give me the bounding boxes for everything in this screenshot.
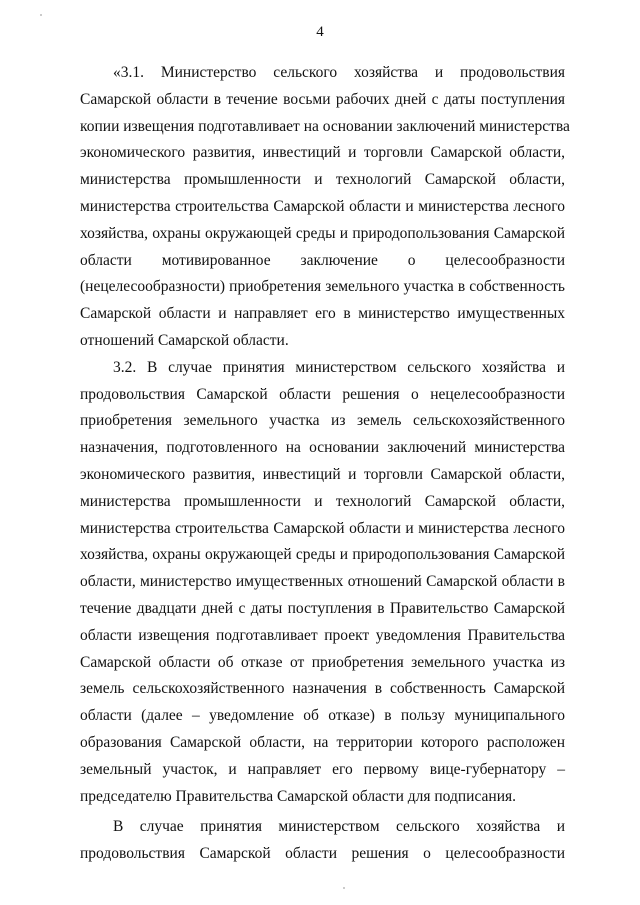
text-line: приобретения земельного участка из земель сельскохозяйственного bbox=[80, 412, 565, 430]
text-line: В случае принятия министерством сельского хозяйства и bbox=[113, 818, 565, 836]
page-number: 4 bbox=[316, 24, 324, 40]
paragraph-3-2 bbox=[80, 355, 565, 811]
text-line: области мотивированное заключение о целесообразности bbox=[80, 251, 565, 269]
text-line: продовольствия Самарской области решения о целесообразности bbox=[80, 845, 565, 863]
text-line: министерства строительства Самарской области и министерства лесного bbox=[80, 197, 565, 215]
paragraph-3-1 bbox=[80, 60, 570, 355]
text-line: Самарской области в течение восьми рабочих дней с даты поступления bbox=[80, 90, 565, 108]
scan-speck bbox=[343, 887, 345, 889]
text-line: отношений Самарской области. bbox=[80, 331, 289, 349]
text-line: копии извещения подготавливает на основании заключений министерства bbox=[80, 117, 570, 135]
text-line: Самарской области и направляет его в министерство имущественных bbox=[80, 305, 565, 323]
text-line: образования Самарской области, на территории которого расположен bbox=[80, 733, 565, 751]
text-line: хозяйства, охраны окружающей среды и природопользования Самарской bbox=[80, 224, 565, 242]
text-line: области извещения подготавливает проект уведомления Правительства bbox=[80, 626, 565, 644]
document-body bbox=[80, 60, 570, 868]
text-line: области (далее – уведомление об отказе) в пользу муниципального bbox=[80, 707, 565, 725]
text-line: 3.2. В случае принятия министерством сельского хозяйства и bbox=[113, 358, 565, 376]
text-line: министерства промышленности и технологий Самарской области, bbox=[80, 492, 565, 510]
text-line: области, министерство имущественных отношений Самарской области в bbox=[80, 573, 565, 591]
text-line: «3.1. Министерство сельского хозяйства и продовольствия bbox=[113, 64, 565, 81]
text-line: председателю Правительства Самарской области для подписания. bbox=[80, 787, 516, 805]
text-line: экономического развития, инвестиций и торговли Самарской области, bbox=[80, 144, 565, 162]
paragraph-3-2-continued bbox=[80, 814, 565, 868]
text-line: хозяйства, охраны окружающей среды и природопользования Самарской bbox=[80, 546, 565, 564]
scan-speck bbox=[40, 14, 42, 16]
text-line: Самарской области об отказе от приобретения земельного участка из bbox=[80, 653, 565, 671]
text-line: министерства промышленности и технологий Самарской области, bbox=[80, 171, 565, 189]
text-line: министерства строительства Самарской области и министерства лесного bbox=[80, 519, 565, 537]
text-line: земельный участок, и направляет его первому вице-губернатору – bbox=[80, 760, 565, 778]
text-line: земель сельскохозяйственного назначения в собственность Самарской bbox=[80, 680, 565, 698]
text-line: продовольствия Самарской области решения о нецелесообразности bbox=[80, 385, 565, 403]
text-line: назначения, подготовленного на основании заключений министерства bbox=[80, 439, 565, 457]
text-line: течение двадцати дней с даты поступления в Правительство Самарской bbox=[80, 599, 565, 617]
text-line: экономического развития, инвестиций и торговли Самарской области, bbox=[80, 465, 565, 483]
text-line: (нецелесообразности) приобретения земельного участка в собственность bbox=[80, 278, 565, 296]
